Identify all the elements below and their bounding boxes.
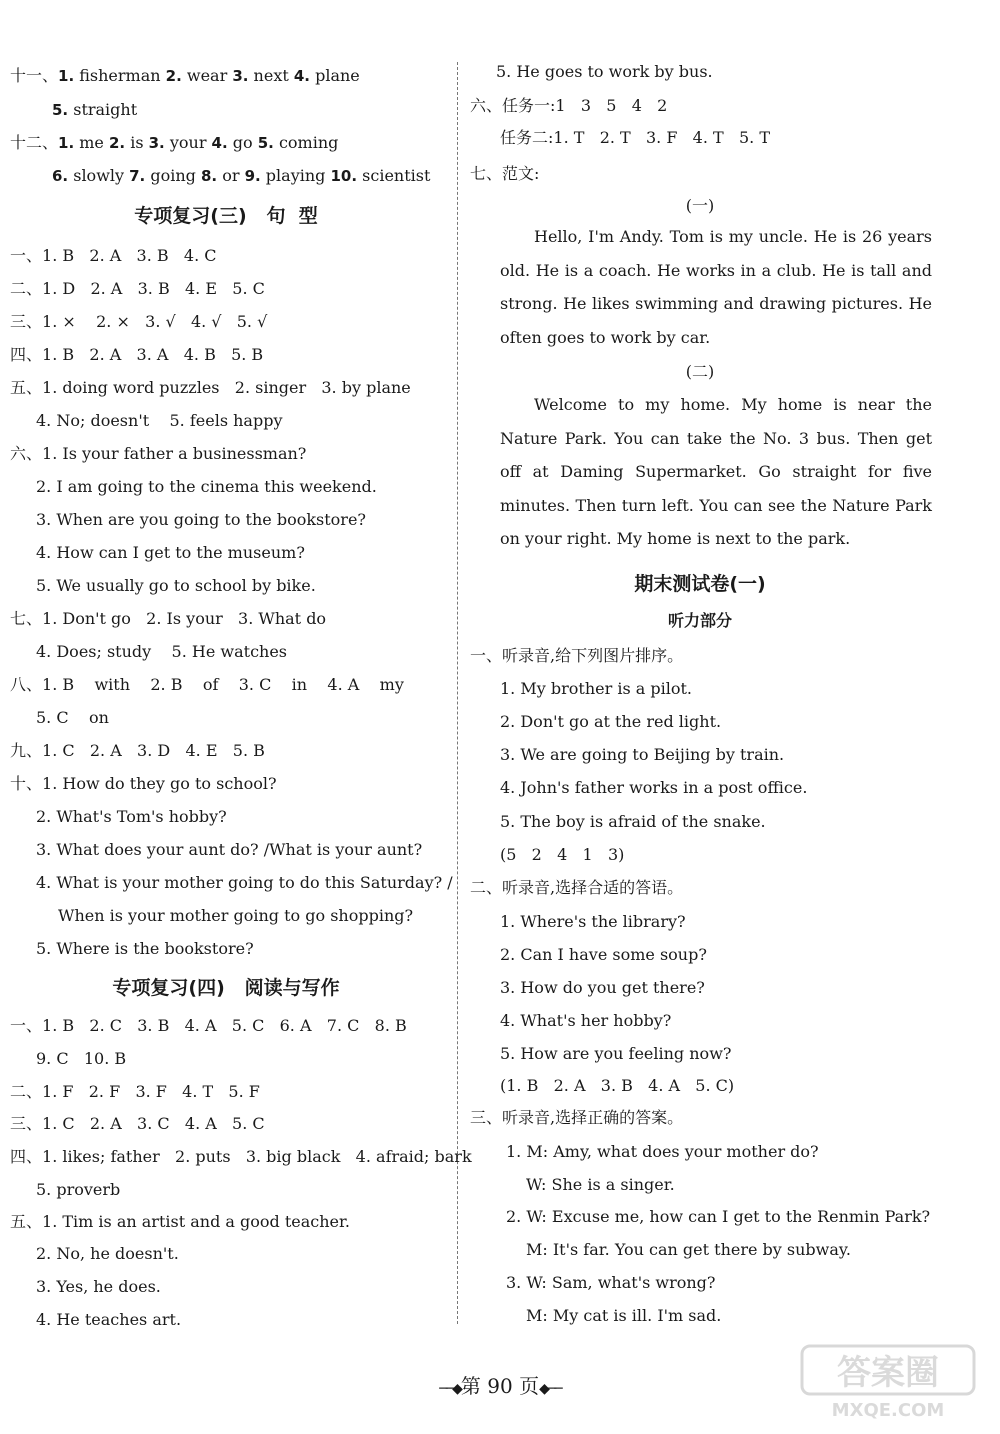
review4-part-2: 二、1. F 2. F 3. F 4. T 5. F (10, 1082, 260, 1101)
listening-part-2-item: 3. How do you get there? (500, 978, 705, 997)
review4-part-5-item: 3. Yes, he does. (36, 1277, 161, 1296)
watermark-url: MXQE.COM (831, 1400, 945, 1420)
listening-part-3-line: M: My cat is ill. I'm sad. (526, 1306, 722, 1325)
listening-section-title: 听力部分 (667, 611, 732, 630)
section-11-line-b: 5. straight (52, 100, 138, 119)
watermark-logo (798, 1342, 978, 1420)
listening-part-2-title: 二、听录音,选择合适的答语。 (470, 878, 684, 897)
review3-part-9: 九、1. C 2. A 3. D 4. E 5. B (10, 741, 265, 760)
section-title-review-3: 专项复习(三) 句 型 (134, 205, 318, 227)
listening-part-2-answer: (1. B 2. A 3. B 4. A 5. C) (500, 1076, 735, 1095)
footer-decoration-left: ──◆ (439, 1381, 461, 1397)
review3-part-10-item: When is your mother going to go shopping? (58, 906, 414, 925)
review3-part-8-line-a: 八、1. B with 2. B of 3. C in 4. A my (10, 675, 404, 694)
watermark-graphic (798, 1342, 978, 1420)
review3-part-10-item: 5. Where is the bookstore? (36, 939, 254, 958)
review3-part-3: 三、1. × 2. × 3. √ 4. √ 5. √ (10, 312, 268, 331)
listening-part-2-item: 4. What's her hobby? (500, 1011, 672, 1030)
review4-part-1-line-b: 9. C 10. B (36, 1049, 127, 1068)
page-number: ──◆第 90 页◆── (439, 1374, 561, 1398)
essay-1-text: Hello, I'm Andy. Tom is my uncle. He is 26 years old. He is a coach. He works in a club. He is tall and strong. He likes swimming and drawing pictures. He often goes to work by car. (500, 227, 932, 347)
section-12-line-b: 6. slowly 7. going 8. or 9. playing 10. scientist (52, 166, 431, 185)
listening-part-1-item: 1. My brother is a pilot. (500, 679, 692, 698)
listening-part-1-title: 一、听录音,给下列图片排序。 (470, 646, 684, 665)
column-divider (457, 62, 458, 1324)
review4-part-5-item: 2. No, he doesn't. (36, 1244, 179, 1263)
review4-part-1-line-a: 一、1. B 2. C 3. B 4. A 5. C 6. A 7. C 8. B (10, 1016, 407, 1035)
listening-part-1-item: 3. We are going to Beijing by train. (500, 745, 785, 764)
review3-part-5-line-a: 五、1. doing word puzzles 2. singer 3. by plane (10, 378, 411, 397)
review3-part-6-item: 3. When are you going to the bookstore? (36, 510, 366, 529)
review3-part-10-item: 十、1. How do they go to school? (10, 774, 277, 793)
review3-part-6-item: 5. We usually go to school by bike. (36, 576, 316, 595)
listening-part-3-title: 三、听录音,选择正确的答案。 (470, 1108, 684, 1127)
listening-part-3-line: W: She is a singer. (526, 1175, 675, 1194)
review4-part-5-item: 5. He goes to work by bus. (496, 62, 713, 81)
review3-part-4: 四、1. B 2. A 3. A 4. B 5. B (10, 345, 264, 364)
listening-part-1-item: 2. Don't go at the red light. (500, 712, 722, 731)
essay-1-heading: (一) (685, 196, 715, 215)
review3-part-5-line-b: 4. No; doesn't 5. feels happy (36, 411, 283, 430)
review3-part-10-item: 4. What is your mother going to do this Saturday? / (36, 873, 453, 892)
essay-2-heading: (二) (685, 362, 715, 381)
listening-part-2-item: 5. How are you feeling now? (500, 1044, 732, 1063)
review4-part-5-item: 4. He teaches art. (36, 1310, 182, 1329)
sample-essay-label: 七、范文: (470, 164, 540, 183)
listening-part-3-line: 2. W: Excuse me, how can I get to the Renmin Park? (506, 1207, 931, 1226)
task-two: 任务二:1. T 2. T 3. F 4. T 5. T (500, 128, 770, 147)
listening-part-2-item: 1. Where's the library? (500, 912, 686, 931)
review3-part-2: 二、1. D 2. A 3. B 4. E 5. C (10, 279, 265, 298)
review4-part-4-line-a: 四、1. likes; father 2. puts 3. big black 4. afraid; bark (10, 1147, 472, 1166)
exam-title: 期末测试卷(一) (634, 573, 766, 595)
listening-part-1-answer: (5 2 4 1 3) (500, 845, 625, 864)
review3-part-6-item: 2. I am going to the cinema this weekend. (36, 477, 377, 496)
review3-part-7-line-a: 七、1. Don't go 2. Is your 3. What do (10, 609, 327, 628)
review3-part-6-item: 六、1. Is your father a businessman? (10, 444, 307, 463)
watermark-text: 答案圈 (837, 1353, 939, 1393)
listening-part-1-item: 4. John's father works in a post office. (500, 778, 808, 797)
review3-part-1: 一、1. B 2. A 3. B 4. C (10, 246, 217, 265)
review4-part-5-item: 五、1. Tim is an artist and a good teacher. (10, 1212, 350, 1231)
section-11-line-a: 十一、1. fisherman 2. wear 3. next 4. plane (10, 66, 360, 85)
review3-part-7-line-b: 4. Does; study 5. He watches (36, 642, 288, 661)
review3-part-8-line-b: 5. C on (36, 708, 109, 727)
listening-part-1-item: 5. The boy is afraid of the snake. (500, 812, 766, 831)
review3-part-10-item: 2. What's Tom's hobby? (36, 807, 227, 826)
essay-2-text: Welcome to my home. My home is near the Nature Park. You can take the No. 3 bus. Then get off at Daming Supermarket. Go straight for five minutes. Then turn left. You can see the Nature Park on your right. My home is next to the park. (500, 395, 932, 548)
review4-part-4-line-b: 5. proverb (36, 1180, 121, 1199)
listening-part-3-line: 3. W: Sam, what's wrong? (506, 1273, 716, 1292)
section-title-review-4: 专项复习(四) 阅读与写作 (112, 977, 340, 999)
review3-part-6-item: 4. How can I get to the museum? (36, 543, 305, 562)
footer-decoration-right: ◆── (539, 1381, 561, 1397)
listening-part-3-line: 1. M: Amy, what does your mother do? (506, 1142, 819, 1161)
listening-part-3-line: M: It's far. You can get there by subway. (526, 1240, 851, 1259)
task-one: 六、任务一:1 3 5 4 2 (470, 96, 668, 115)
review3-part-10-item: 3. What does your aunt do? /What is your aunt? (36, 840, 423, 859)
listening-part-2-item: 2. Can I have some soup? (500, 945, 707, 964)
section-12-line-a: 十二、1. me 2. is 3. your 4. go 5. coming (10, 133, 339, 152)
review4-part-3: 三、1. C 2. A 3. C 4. A 5. C (10, 1114, 265, 1133)
